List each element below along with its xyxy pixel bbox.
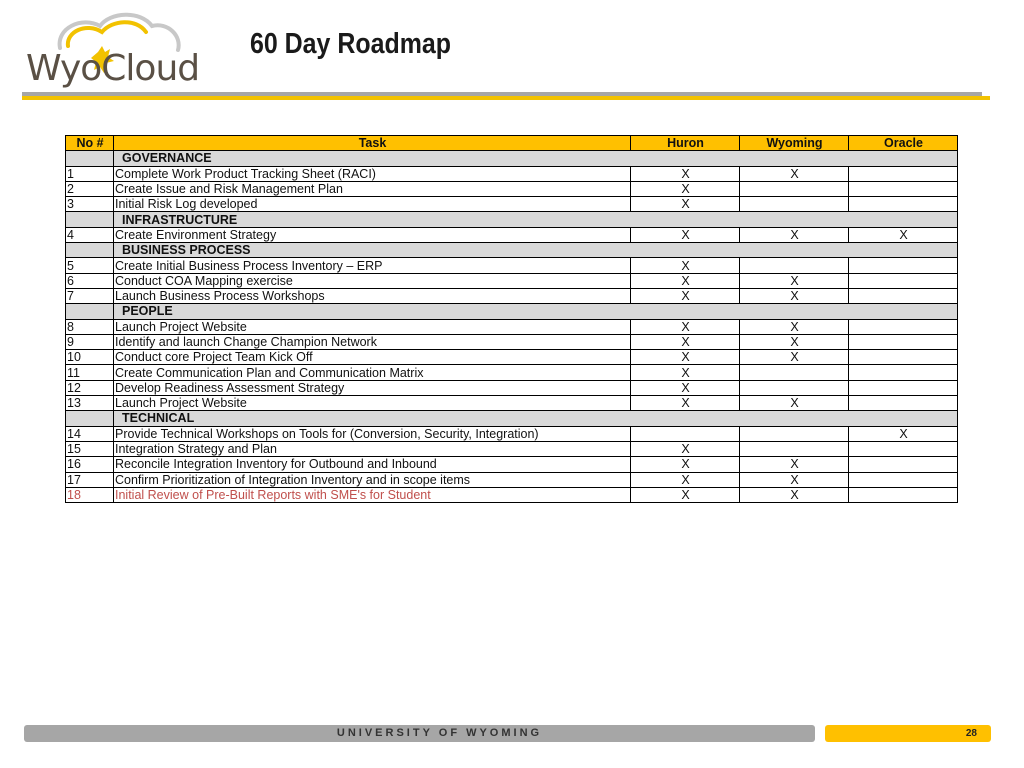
task-cell: Reconcile Integration Inventory for Outbound and Inbound [114,457,631,472]
row-number-cell: 11 [66,365,114,380]
wyoming-cell: X [740,273,849,288]
row-number-cell: 5 [66,258,114,273]
wyoming-cell: X [740,334,849,349]
table-row [66,273,958,288]
oracle-cell [849,472,958,487]
oracle-cell [849,350,958,365]
section-number-cell [66,411,114,426]
table-row [66,365,958,380]
roadmap-table [65,135,958,503]
column-header-huron: Huron [631,136,740,151]
task-cell: Initial Review of Pre-Built Reports with SME's for Student [114,487,631,502]
wyoming-cell [740,426,849,441]
oracle-cell [849,487,958,502]
row-number-cell: 10 [66,350,114,365]
huron-cell: X [631,487,740,502]
table-row [66,288,958,303]
task-cell: Identify and launch Change Champion Network [114,334,631,349]
huron-cell: X [631,365,740,380]
table-row [66,166,958,181]
task-cell: Create Communication Plan and Communication Matrix [114,365,631,380]
row-number-cell: 4 [66,227,114,242]
huron-cell: X [631,288,740,303]
page-title: 60 Day Roadmap [250,28,451,60]
wyoming-cell [740,197,849,212]
huron-cell: X [631,380,740,395]
task-cell: Launch Business Process Workshops [114,288,631,303]
row-number-cell: 18 [66,487,114,502]
wyoming-cell: X [740,166,849,181]
wyoming-cell [740,380,849,395]
task-cell: Confirm Prioritization of Integration Inventory and in scope items [114,472,631,487]
wyoming-cell: X [740,472,849,487]
huron-cell: X [631,319,740,334]
row-number-cell: 2 [66,181,114,196]
table-row [66,380,958,395]
oracle-cell [849,334,958,349]
section-row [66,304,958,319]
wyoming-cell [740,258,849,273]
row-number-cell: 14 [66,426,114,441]
huron-cell: X [631,181,740,196]
table-row [66,350,958,365]
wyoming-cell: X [740,227,849,242]
huron-cell: X [631,197,740,212]
huron-cell: X [631,227,740,242]
huron-cell: X [631,441,740,456]
table-row [66,197,958,212]
column-header-no: No # [66,136,114,151]
wyoming-cell: X [740,319,849,334]
task-cell: Conduct COA Mapping exercise [114,273,631,288]
task-cell: Integration Strategy and Plan [114,441,631,456]
huron-cell: X [631,258,740,273]
section-number-cell [66,243,114,258]
section-number-cell [66,212,114,227]
column-header-wyoming: Wyoming [740,136,849,151]
footer-bar [24,725,815,742]
wyoming-cell: X [740,288,849,303]
page-number: 28 [965,728,977,739]
header-divider-gold [22,96,990,100]
task-cell: Launch Project Website [114,319,631,334]
section-label: PEOPLE [114,304,958,319]
section-label: INFRASTRUCTURE [114,212,958,227]
table-row [66,441,958,456]
table-row [66,319,958,334]
oracle-cell [849,365,958,380]
section-number-cell [66,151,114,166]
oracle-cell [849,396,958,411]
task-cell: Launch Project Website [114,396,631,411]
wyoming-cell: X [740,396,849,411]
task-cell: Create Initial Business Process Inventory – ERP [114,258,631,273]
section-row [66,243,958,258]
oracle-cell [849,273,958,288]
wyoming-cell [740,181,849,196]
wyoming-cell: X [740,457,849,472]
oracle-cell: X [849,227,958,242]
row-number-cell: 13 [66,396,114,411]
table-row [66,457,958,472]
table-row [66,487,958,502]
oracle-cell [849,181,958,196]
wyocloud-logo [12,8,200,90]
oracle-cell [849,380,958,395]
huron-cell: X [631,166,740,181]
column-header-task: Task [114,136,631,151]
oracle-cell [849,441,958,456]
section-row [66,151,958,166]
section-label: BUSINESS PROCESS [114,243,958,258]
oracle-cell [849,166,958,181]
huron-cell: X [631,457,740,472]
table-row [66,258,958,273]
huron-cell [631,426,740,441]
task-cell: Create Environment Strategy [114,227,631,242]
oracle-cell [849,258,958,273]
huron-cell: X [631,334,740,349]
table-row [66,334,958,349]
oracle-cell [849,197,958,212]
row-number-cell: 12 [66,380,114,395]
table-row [66,472,958,487]
task-cell: Develop Readiness Assessment Strategy [114,380,631,395]
footer-university: UNIVERSITY OF WYOMING [336,727,543,739]
section-label: GOVERNANCE [114,151,958,166]
task-cell: Initial Risk Log developed [114,197,631,212]
row-number-cell: 9 [66,334,114,349]
column-header-oracle: Oracle [849,136,958,151]
page-number-bar [825,725,991,742]
row-number-cell: 3 [66,197,114,212]
huron-cell: X [631,273,740,288]
section-label: TECHNICAL [114,411,958,426]
row-number-cell: 16 [66,457,114,472]
section-row [66,212,958,227]
row-number-cell: 8 [66,319,114,334]
table-row [66,426,958,441]
logo-text: WyoCloud [26,48,200,89]
table-row [66,181,958,196]
task-cell: Provide Technical Workshops on Tools for (Conversion, Security, Integration) [114,426,631,441]
row-number-cell: 15 [66,441,114,456]
table-row [66,227,958,242]
section-number-cell [66,304,114,319]
table-row [66,396,958,411]
row-number-cell: 1 [66,166,114,181]
wyoming-cell: X [740,487,849,502]
row-number-cell: 6 [66,273,114,288]
wyoming-cell [740,365,849,380]
oracle-cell [849,319,958,334]
task-cell: Conduct core Project Team Kick Off [114,350,631,365]
task-cell: Complete Work Product Tracking Sheet (RACI) [114,166,631,181]
table-body [66,151,958,503]
oracle-cell [849,457,958,472]
oracle-cell [849,288,958,303]
table-header-row [66,136,958,151]
huron-cell: X [631,350,740,365]
section-row [66,411,958,426]
wyoming-cell: X [740,350,849,365]
row-number-cell: 7 [66,288,114,303]
oracle-cell: X [849,426,958,441]
wyoming-cell [740,441,849,456]
huron-cell: X [631,396,740,411]
task-cell: Create Issue and Risk Management Plan [114,181,631,196]
row-number-cell: 17 [66,472,114,487]
huron-cell: X [631,472,740,487]
